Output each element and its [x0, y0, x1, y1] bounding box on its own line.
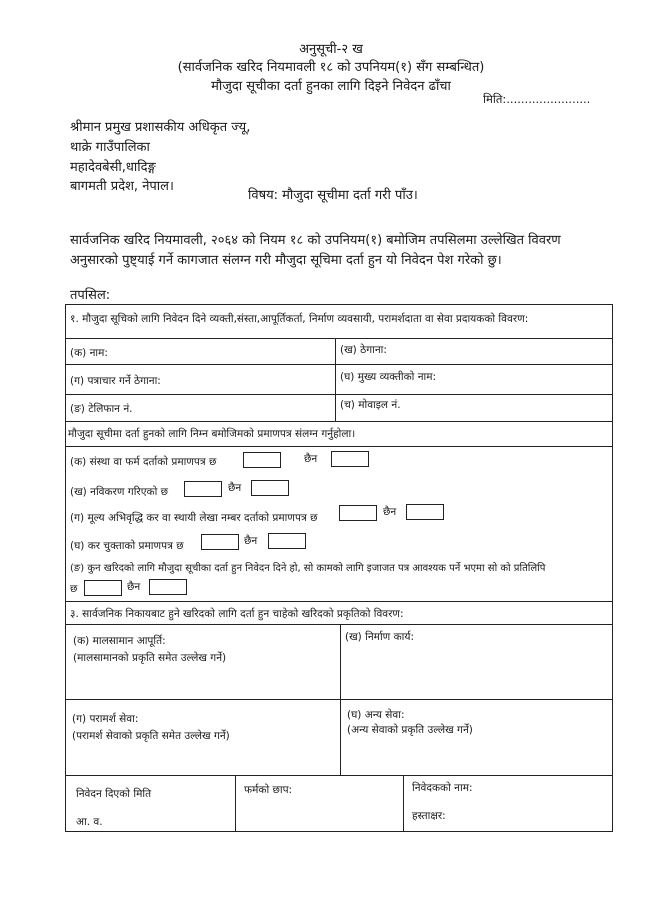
registration-no-box[interactable] — [331, 451, 369, 467]
certificate-license-label: (ङ) कुन खरिदको लागि मौजुदा सूचीका दर्ता हुन निवेदन दिने हो, सो कामको लागि इजाजत पत्र आवश्यक पर्ने भएमा सो को प्रतिलिपि — [70, 563, 546, 574]
consulting-service-note: (परामर्श सेवाको प्रकृति समेत उल्लेख गर्ने) — [72, 730, 230, 742]
other-service-note: (अन्य सेवाको प्रकृति उल्लेख गर्ने) — [347, 724, 473, 736]
address-field: (ख) ठेगाना: — [340, 344, 387, 356]
address-line-1: श्रीमान प्रमुख प्रशासकीय अधिकृत ज्यू, — [70, 120, 251, 135]
rule-reference: (सार्वजनिक खरिद नियमावली १८ को उपनियम(१) सँग सम्बन्धित) — [177, 60, 485, 75]
address-line-4: बागमती प्रदेश, नेपाल। — [70, 179, 174, 194]
license-no-label: छैन — [127, 581, 141, 593]
goods-supply-note: (मालसामानको प्रकृति समेत उल्लेख गर्ने) — [73, 652, 227, 664]
subject-line: विषय: मौजुदा सूचीमा दर्ता गरी पाँउ। — [248, 188, 418, 203]
vat-pan-no-box[interactable] — [406, 504, 444, 520]
registration-no-label: छैन — [304, 453, 318, 465]
signature-label: हस्ताक्षर: — [412, 810, 446, 822]
certificate-vat-pan-label: (ग) मूल्य अभिवृद्धि कर वा स्थायी लेखा नम्बर दर्ताको प्रमाणपत्र छ — [70, 512, 318, 524]
certificate-section-title: मौजुदा सूचीमा दर्ता हुनको लागि निम्न बमोजिमको प्रमाणपत्र संलग्न गर्नुहोला। — [68, 428, 356, 440]
registration-yes-box[interactable] — [243, 452, 281, 468]
section-1-title: १. मौजुदा सूचिको लागि निवेदन दिने व्यक्ती,संस्ता,आपूर्तिकर्ता, निर्माण व्यवसायी, परामर्शदाता वा सेवा प्रदायकको विवरण: — [70, 313, 529, 325]
consulting-service-label: (ग) परामर्श सेवा: — [72, 713, 139, 725]
certificate-tax-clearance-label: (घ) कर चुक्ताको प्रमाणपत्र छ — [70, 540, 184, 552]
construction-works-label: (ख) निर्माण कार्य: — [345, 631, 415, 643]
fiscal-year-label: आ. व. — [76, 816, 103, 828]
vat-pan-no-label: छैन — [383, 506, 397, 518]
license-yes-box[interactable] — [84, 580, 122, 596]
mobile-field: (च) मोवाइल नं. — [340, 399, 401, 411]
renewal-no-label: छैन — [228, 482, 242, 494]
section-3-title: ३. सार्वजनिक निकायबाट हुने खरिदको लागि दर्ता हुन चाहेको खरिदको प्रकृतिको विवरण: — [70, 608, 404, 620]
address-line-2: थाक्रे गाउँपालिका — [70, 140, 150, 155]
schedule-title: अनुसूची-२ ख — [299, 42, 363, 57]
certificate-renewal-label: (ख) नविकरण गरिएको छ — [70, 486, 169, 498]
postal-address-field: (ग) पत्राचार गर्ने ठेगाना: — [70, 375, 161, 387]
renewal-no-box[interactable] — [251, 480, 289, 496]
date-field: मिति:....................... — [483, 92, 591, 106]
chief-person-field: (घ) मुख्य व्यक्तीको नाम: — [340, 371, 437, 383]
tax-clearance-no-label: छैन — [244, 535, 258, 547]
body-paragraph-line-2: अनुसारको पुष्ट्याई गर्ने कागजात संलग्न गरी मौजुदा सूचिमा दर्ता हुन यो निवेदन पेश गरेको छु। — [70, 253, 502, 268]
telephone-field: (ङ) टेलिफान नं. — [70, 403, 133, 415]
renewal-yes-box[interactable] — [184, 481, 222, 497]
tax-clearance-yes-box[interactable] — [201, 534, 239, 550]
vat-pan-yes-box[interactable] — [339, 505, 377, 521]
body-paragraph-line-1: सार्वजनिक खरिद नियमावली, २०६४ को नियम १८ को उपनियम(१) बमोजिम तपसिलमा उल्लेखित विवरण — [70, 233, 561, 248]
tax-clearance-no-box[interactable] — [268, 533, 306, 549]
application-date-label: निवेदन दिएको मिति — [76, 788, 152, 800]
goods-supply-label: (क) मालसामान आपूर्ति: — [73, 635, 166, 647]
firm-stamp-label: फर्मको छाप: — [244, 784, 293, 796]
certificate-registration-label: (क) संस्था वा फर्म दर्ताको प्रमाणपत्र छ — [70, 456, 217, 468]
form-title: मौजुदा सूचीका दर्ता हुनका लागि दिइने निवेदन ढाँचा — [211, 79, 451, 94]
name-field: (क) नाम: — [70, 347, 108, 359]
license-yes-label: छ — [70, 583, 78, 595]
other-service-label: (घ) अन्य सेवा: — [347, 709, 405, 721]
applicant-name-label: निवेदकको नाम: — [412, 782, 473, 794]
tapsil-label: तपसिल: — [70, 288, 111, 303]
license-no-box[interactable] — [149, 579, 187, 595]
address-line-3: महादेवबेसी,धादिङ्ग — [70, 160, 156, 175]
